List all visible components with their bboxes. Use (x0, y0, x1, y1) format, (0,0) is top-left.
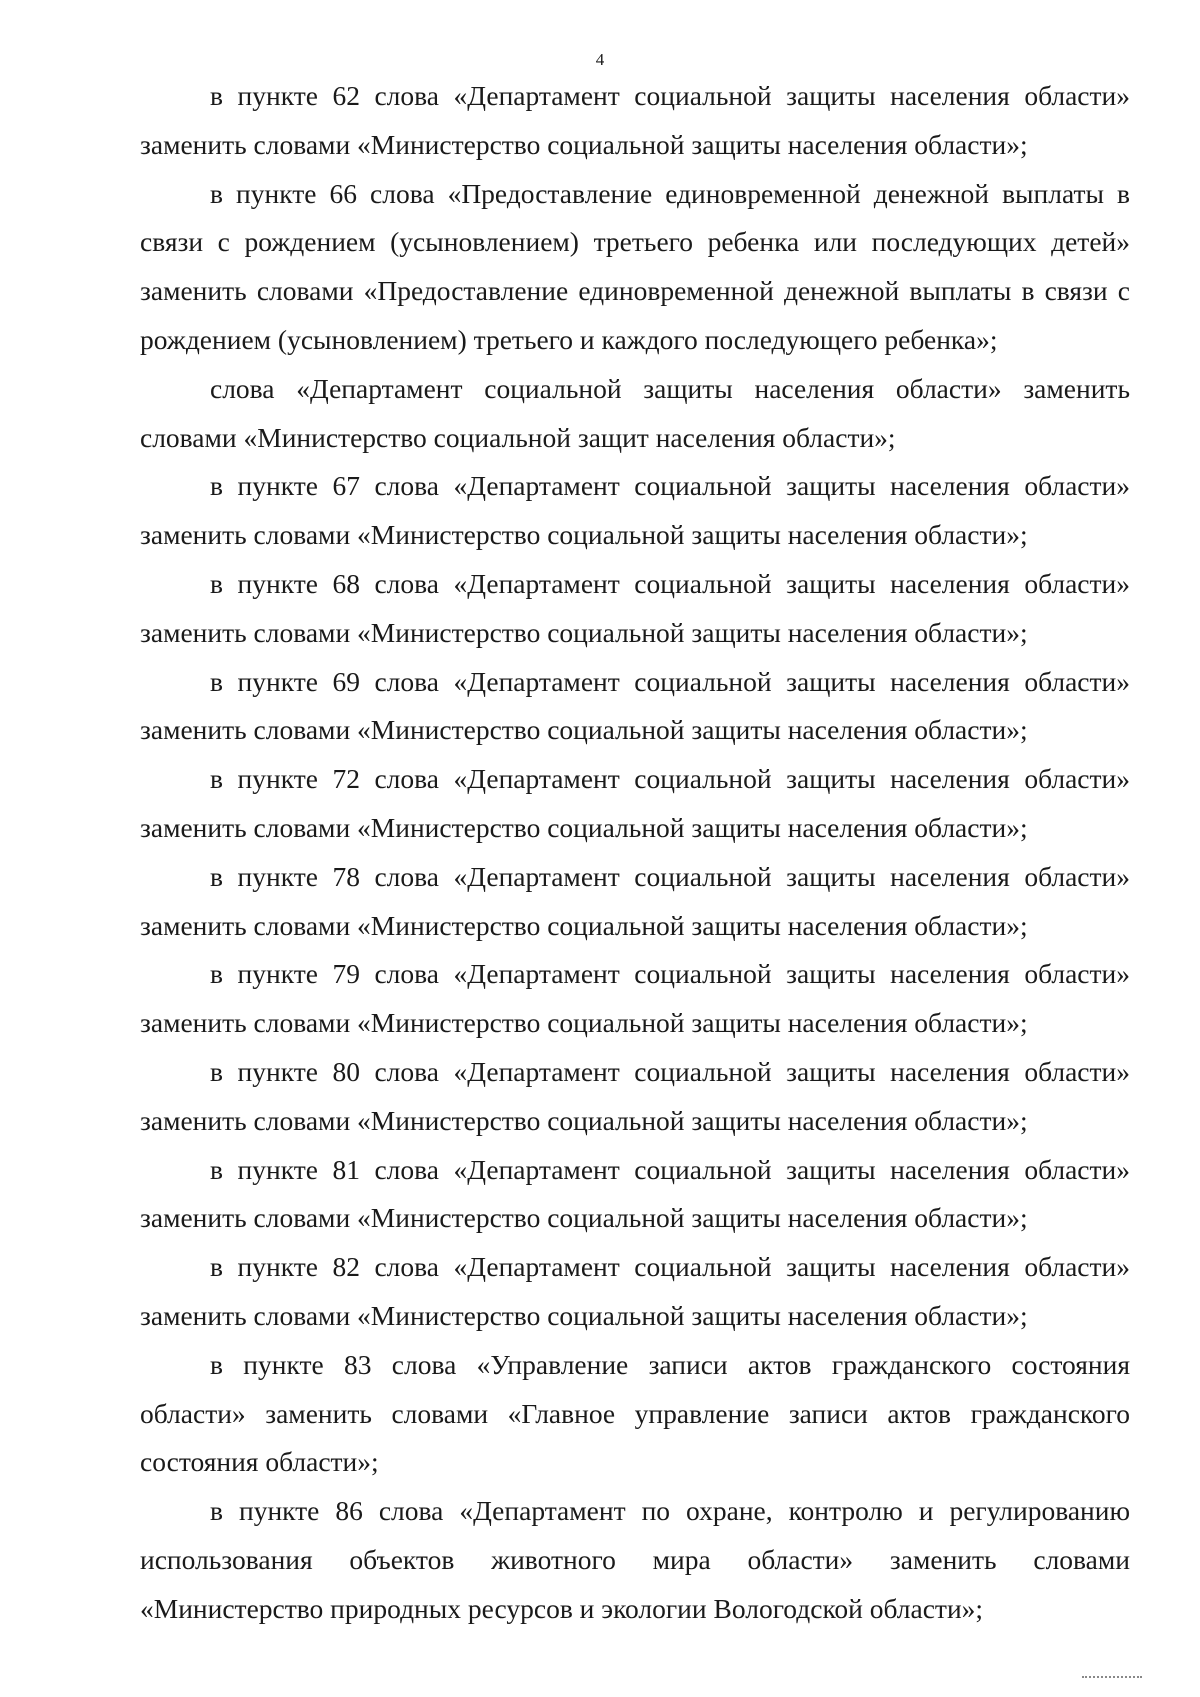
paragraph-item-66: в пункте 66 слова «Предоставление единовременной денежной выплаты в связи с рождением (усыновлением) третьего ребенка или последующих детей» заменить словами «Предоставление единовременной денежной выплаты в связи с рождением (усыновлением) третьего и каждого последующего ребенка»; (140, 177, 1130, 355)
page-number: 4 (595, 50, 605, 69)
paragraph-item-81: в пункте 81 слова «Департамент социальной защиты населения области» заменить словами «Министерство социальной защиты населения области»; (140, 1153, 1130, 1234)
paragraph-item-69: в пункте 69 слова «Департамент социальной защиты населения области» заменить словами «Министерство социальной защиты населения области»; (140, 665, 1130, 746)
document-body (140, 72, 1130, 1634)
paragraph-item-62: в пункте 62 слова «Департамент социальной защиты населения области» заменить словами «Министерство социальной защиты населения области»; (140, 80, 1130, 160)
paragraph-item-82: в пункте 82 слова «Департамент социальной защиты населения области» заменить словами «Министерство социальной защиты населения области»; (140, 1251, 1130, 1331)
paragraph-item-72: в пункте 72 слова «Департамент социальной защиты населения области» заменить словами «Министерство социальной защиты населения области»; (140, 763, 1130, 843)
paragraph-item-80: в пункте 80 слова «Департамент социальной защиты населения области» заменить словами «Министерство социальной защиты населения области»; (140, 1055, 1130, 1136)
paragraph-item-67: в пункте 67 слова «Департамент социальной защиты населения области» заменить словами «Министерство социальной защиты населения области»; (140, 470, 1130, 551)
paragraph-item-86: в пункте 86 слова «Департамент по охране, контролю и регулированию использования объектов животного мира области» заменить словами «Министерство природных ресурсов и экологии Вологодской области»; (140, 1495, 1130, 1624)
scan-footer-mark (1082, 1676, 1142, 1681)
paragraph-item-79: в пункте 79 слова «Департамент социальной защиты населения области» заменить словами «Министерство социальной защиты населения области»; (140, 958, 1130, 1039)
paragraph-item-78: в пункте 78 слова «Департамент социальной защиты населения области» заменить словами «Министерство социальной защиты населения области»; (140, 860, 1130, 941)
paragraph-item-66-continued: слова «Департамент социальной защиты населения области» заменить словами «Министерство социальной защит населения области»; (140, 372, 1130, 453)
paragraph-item-68: в пункте 68 слова «Департамент социальной защиты населения области» заменить словами «Министерство социальной защиты населения области»; (140, 567, 1130, 648)
paragraph-item-83: в пункте 83 слова «Управление записи актов гражданского состояния области» заменить словами «Главное управление записи актов гражданского состояния области»; (140, 1348, 1130, 1478)
